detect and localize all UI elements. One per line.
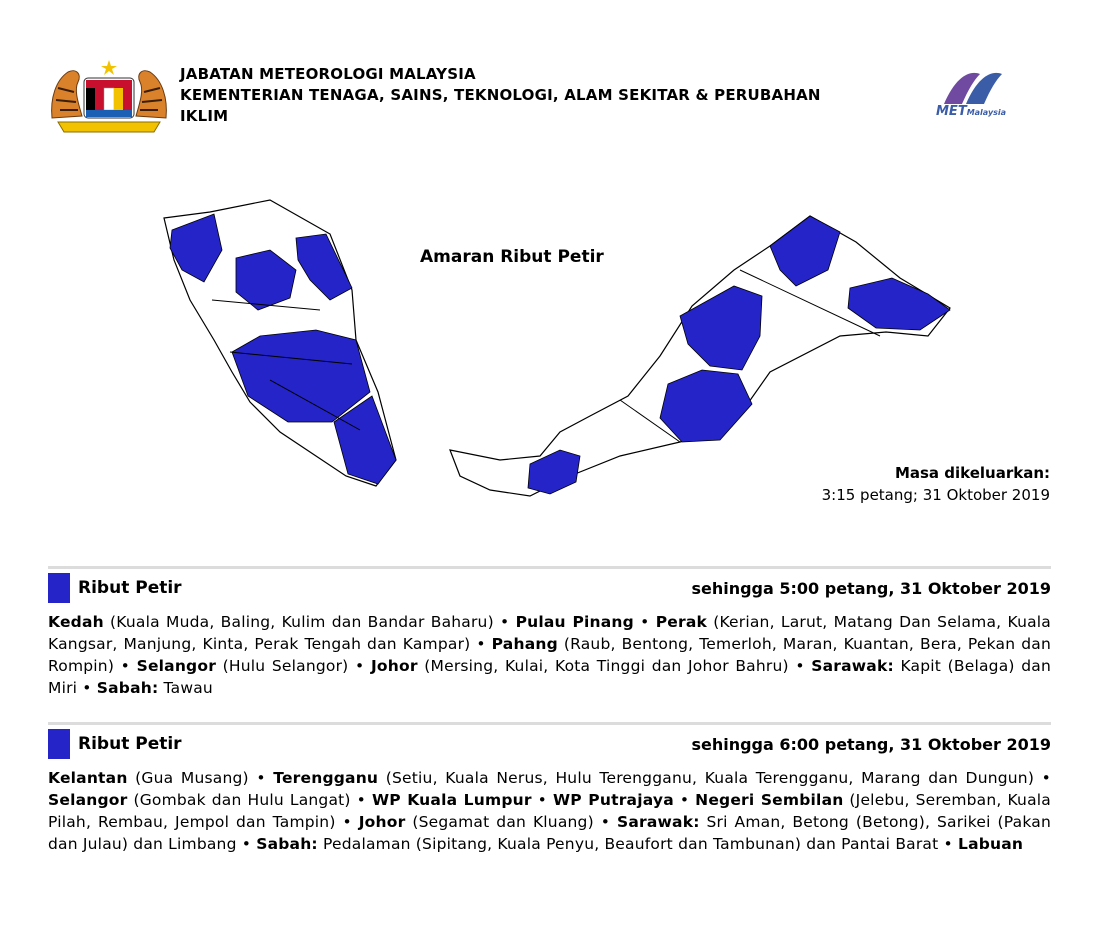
org-line-3: IKLIM (180, 107, 229, 125)
section-color-bar (48, 729, 70, 759)
region-name: Terengganu (273, 769, 379, 787)
region-name: Selangor (136, 657, 217, 675)
region-name: Sarawak: (811, 657, 894, 675)
map-title: Amaran Ribut Petir (420, 247, 604, 267)
region-name: Labuan (958, 835, 1024, 853)
district-list: Kapit (Belaga) dan Miri • (48, 657, 1051, 697)
district-list: Tawau (158, 679, 213, 697)
region-name: WP Putrajaya (553, 791, 674, 809)
region-name: Sarawak: (616, 813, 700, 831)
district-list: (Gua Musang) • (127, 769, 274, 787)
district-list: (Hulu Selangor) • (216, 657, 371, 675)
region-name: Johor (358, 813, 406, 831)
district-list: • (633, 613, 656, 631)
section-header (48, 725, 1051, 759)
region-name: Perak (655, 613, 707, 631)
warning-section-2 (48, 722, 1051, 855)
section-areas (48, 767, 1051, 855)
section-areas (48, 611, 1051, 699)
region-name: Kedah (48, 613, 104, 631)
section-title: Ribut Petir (78, 578, 182, 598)
section-valid-until: sehingga 5:00 petang, 31 Oktober 2019 (691, 579, 1051, 598)
district-list: (Kerian, Larut, Matang Dan Selama, Kuala Kangsar, Manjung, Kinta, Perak Tengah dan Kampar) • (48, 613, 1052, 653)
region-name: Negeri Sembilan (695, 791, 844, 809)
coat-of-arms-logo (48, 58, 170, 134)
district-list: (Kuala Muda, Baling, Kulim dan Bandar Baharu) • (103, 613, 516, 631)
met-logo-text: METMalaysia (936, 104, 1007, 119)
region-name: Johor (370, 657, 418, 675)
issued-label: Masa dikeluarkan: (894, 464, 1050, 482)
district-list: (Gombak dan Hulu Langat) • (127, 791, 372, 809)
section-header (48, 569, 1051, 603)
district-list: (Raub, Bentong, Temerloh, Maran, Kuantan, Bera, Pekan dan Rompin) • (48, 635, 1051, 675)
district-list: (Segamat dan Kluang) • (405, 813, 617, 831)
section-valid-until: sehingga 6:00 petang, 31 Oktober 2019 (691, 735, 1051, 754)
organization-name (180, 64, 821, 127)
header (48, 58, 1058, 138)
org-line-2: KEMENTERIAN TENAGA, SAINS, TEKNOLOGI, ALAM SEKITAR & PERUBAHAN (180, 86, 821, 104)
region-name: WP Kuala Lumpur (371, 791, 532, 809)
district-list: • (673, 791, 696, 809)
region-name: Sabah: (256, 835, 318, 853)
district-list: (Mersing, Kulai, Kota Tinggi dan Johor Bahru) • (417, 657, 812, 675)
warning-pahang-selangor-ns (232, 330, 370, 422)
warning-section-1 (48, 566, 1051, 699)
district-list: (Setiu, Kuala Nerus, Hulu Terengganu, Kuala Terengganu, Marang dan Dungun) • (378, 769, 1051, 787)
district-list: • (531, 791, 553, 809)
region-name: Selangor (48, 791, 128, 809)
met-malaysia-logo (936, 66, 1048, 128)
region-name: Sabah: (96, 679, 159, 697)
region-name: Pahang (491, 635, 558, 653)
district-list: Pedalaman (Sipitang, Kuala Penyu, Beaufort dan Tambunan) dan Pantai Barat • (317, 835, 958, 853)
org-line-1: JABATAN METEOROLOGI MALAYSIA (180, 65, 476, 83)
issued-value: 3:15 petang; 31 Oktober 2019 (821, 486, 1050, 504)
district-list: (Jelebu, Seremban, Kuala Pilah, Rembau, Jempol dan Tampin) • (48, 791, 1051, 831)
section-title: Ribut Petir (78, 734, 182, 754)
section-color-bar (48, 573, 70, 603)
region-name: Kelantan (48, 769, 128, 787)
issued-time (822, 462, 1050, 506)
met-swoosh-icon (936, 66, 1048, 106)
district-list: Sri Aman, Betong (Betong), Sarikei (Pakan dan Julau) dan Limbang • (48, 813, 1051, 853)
region-name: Pulau Pinang (515, 613, 634, 631)
peninsular-malaysia (164, 200, 396, 486)
